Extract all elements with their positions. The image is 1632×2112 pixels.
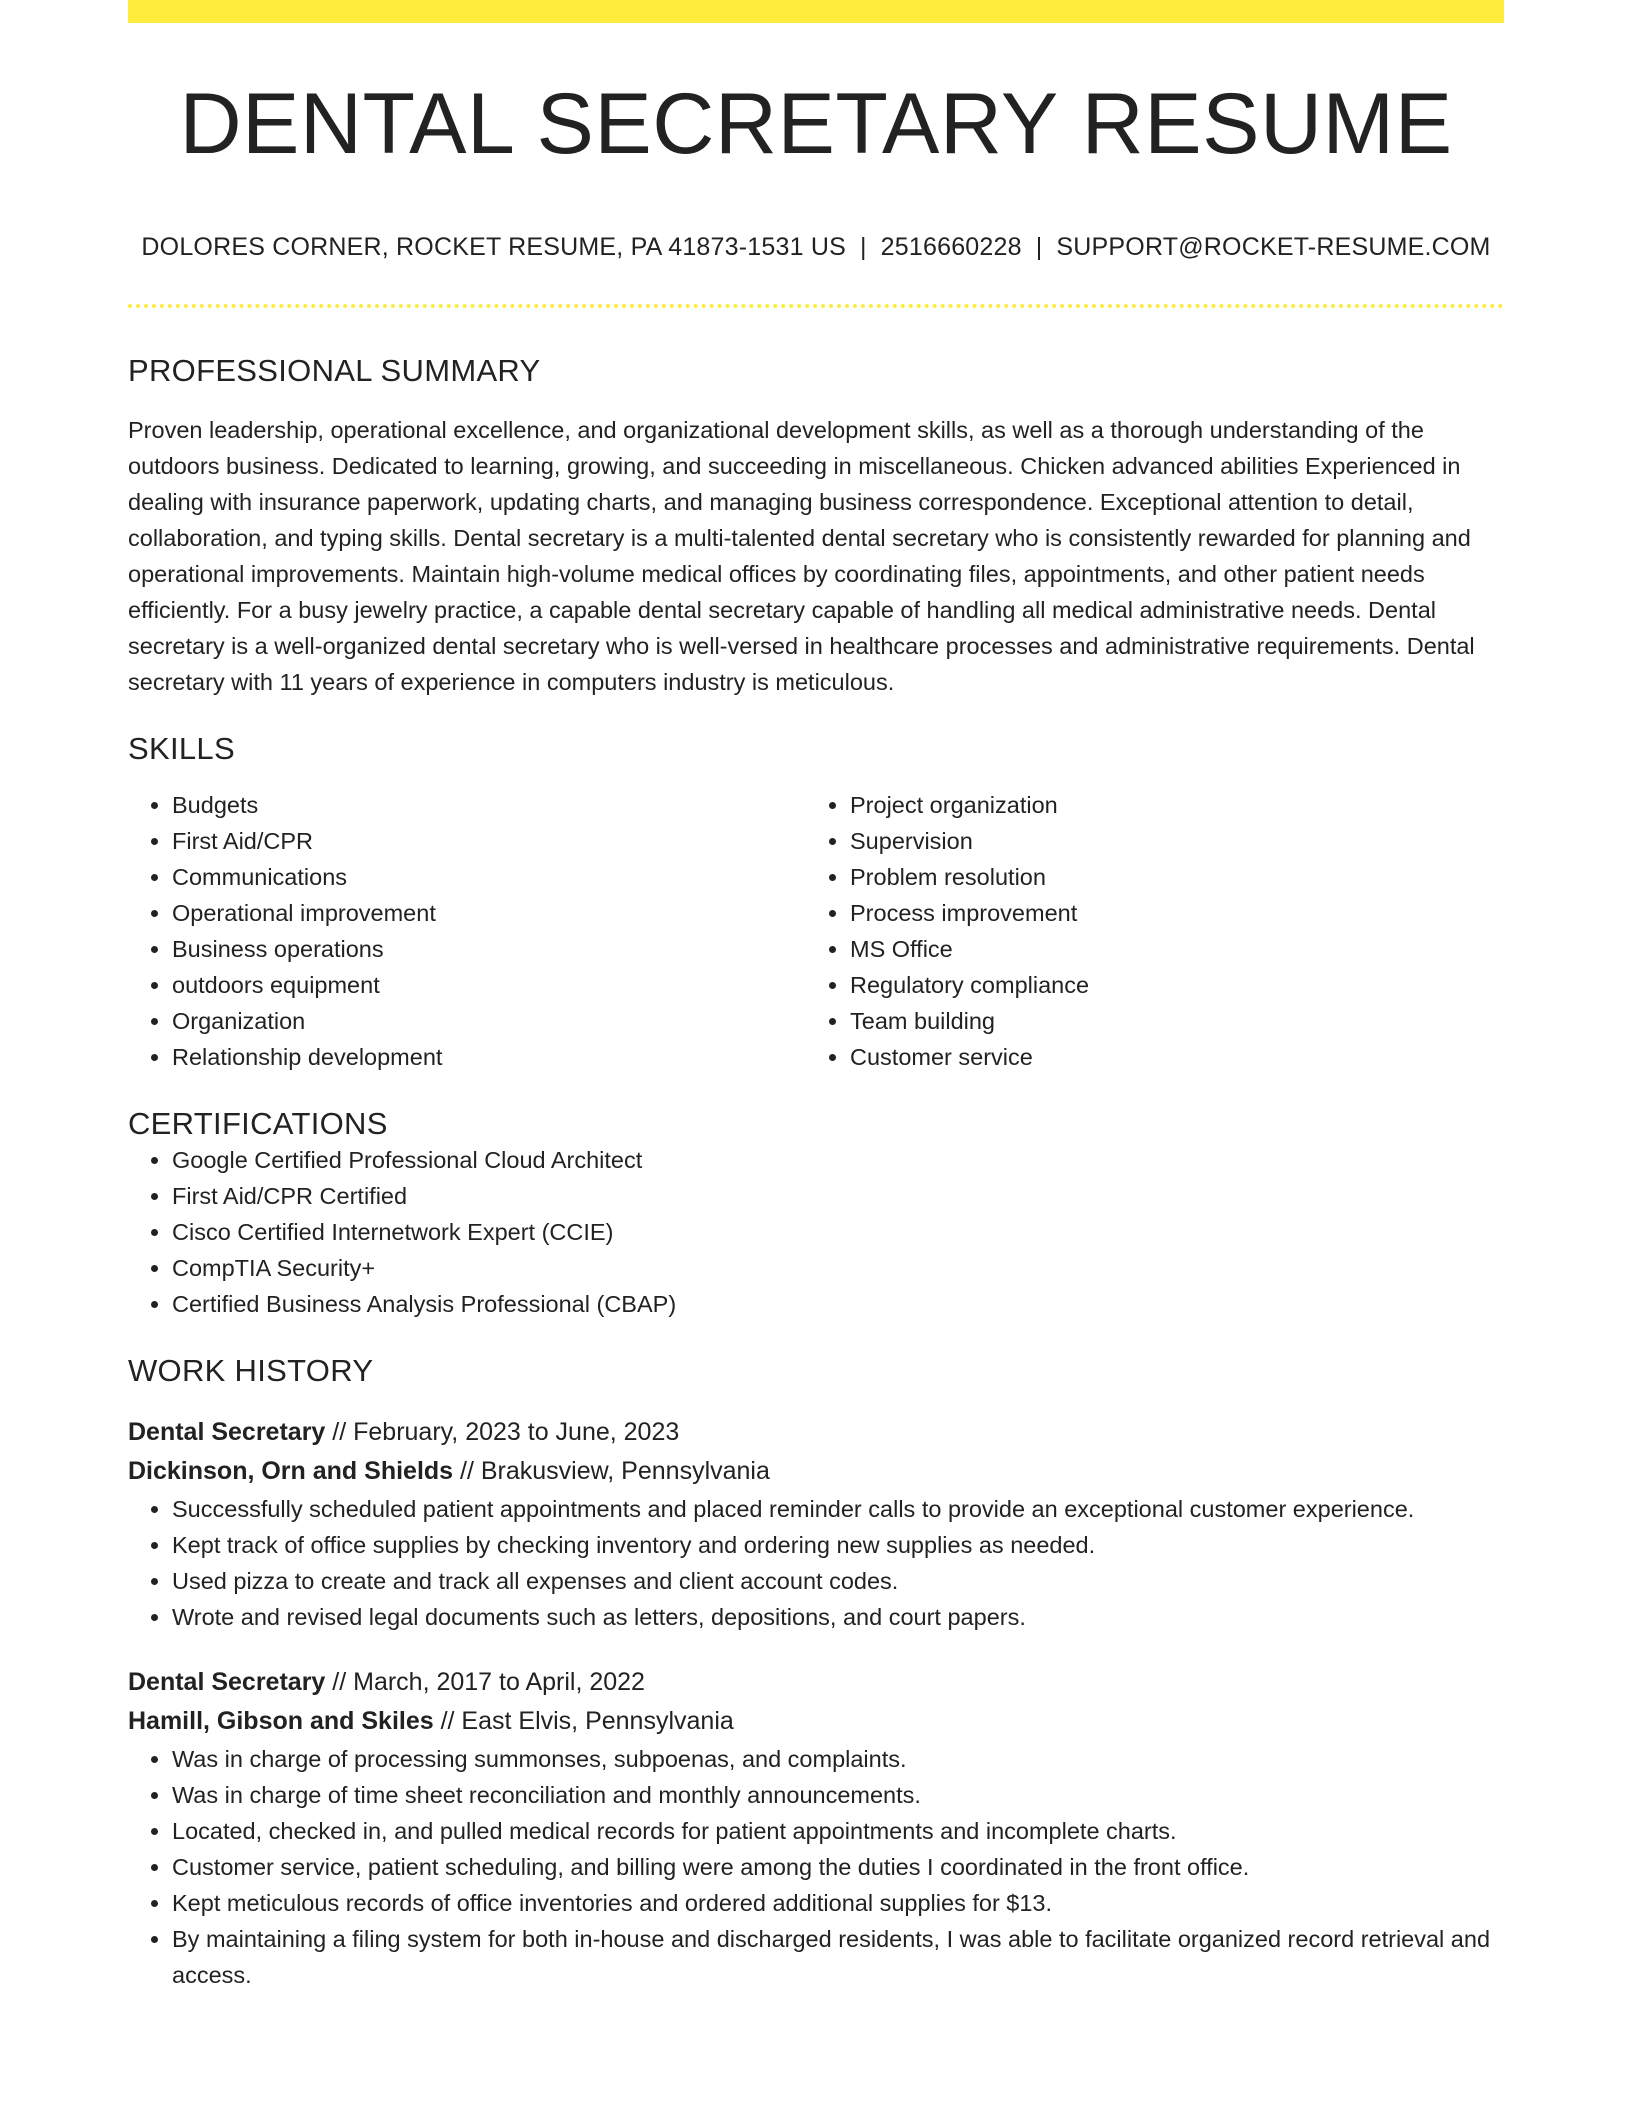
certifications-list — [128, 1142, 1504, 1322]
job-bullet: • Used pizza to create and track all expenses and client account codes. — [172, 1563, 1504, 1599]
job-company: Hamill, Gibson and Skiles — [128, 1707, 434, 1735]
skill-item: • Supervision — [850, 823, 1484, 859]
job-bullet: • Kept meticulous records of office inventories and ordered additional supplies for $13. — [172, 1885, 1504, 1921]
job-dates: // March, 2017 to April, 2022 — [332, 1668, 645, 1696]
job-bullet: • Wrote and revised legal documents such as letters, depositions, and court papers. — [172, 1599, 1504, 1635]
certifications-heading: CERTIFICATIONS — [128, 1106, 388, 1141]
skill-item: • Budgets — [172, 787, 806, 823]
skill-item: • MS Office — [850, 931, 1484, 967]
contact-address: DOLORES CORNER, ROCKET RESUME, PA 41873-1531 US — [141, 233, 846, 261]
job-location: // East Elvis, Pennsylvania — [440, 1707, 734, 1735]
job-title-line — [128, 1663, 1504, 1702]
job-bullet: • Successfully scheduled patient appointments and placed reminder calls to provide an exceptional customer experience. — [172, 1491, 1504, 1527]
skill-item: • Operational improvement — [172, 895, 806, 931]
skill-item: • Communications — [172, 859, 806, 895]
job-dates: // February, 2023 to June, 2023 — [332, 1418, 680, 1446]
dotted-divider — [128, 304, 1504, 308]
job-bullet: • Customer service, patient scheduling, and billing were among the duties I coordinated in the front office. — [172, 1849, 1504, 1885]
job-title-line — [128, 1413, 1504, 1452]
skill-item: • Problem resolution — [850, 859, 1484, 895]
certification-item: • Cisco Certified Internetwork Expert (CCIE) — [172, 1214, 1504, 1250]
skills-heading: SKILLS — [128, 731, 235, 766]
job-bullet: • Located, checked in, and pulled medical records for patient appointments and incomplete charts. — [172, 1813, 1504, 1849]
job-bullet-list — [128, 1491, 1504, 1635]
work-history-heading: WORK HISTORY — [128, 1353, 374, 1388]
job-bullet-list — [128, 1741, 1504, 1993]
skill-item: • Project organization — [850, 787, 1484, 823]
job-company-line — [128, 1452, 1504, 1491]
certification-item: • Certified Business Analysis Professional (CBAP) — [172, 1286, 1504, 1322]
skill-item: • Relationship development — [172, 1039, 806, 1075]
skill-item: • Process improvement — [850, 895, 1484, 931]
job-location: // Brakusview, Pennsylvania — [460, 1457, 770, 1485]
summary-text: Proven leadership, operational excellence, and organizational development skills, as well as a thorough understanding of the outdoors business. Dedicated to learning, growing, and succeeding in miscellaneous. Chicken advanced abilities Experienced in dealing with insurance paperwork, updating charts, and managing business correspondence. Exceptional attention to detail, collaboration, and typing skills. Dental secretary is a multi-talented dental secretary who is consistently rewarded for planning and operational improvements. Maintain high-volume medical offices by coordinating files, appointments, and other patient needs efficiently. For a busy jewelry practice, a capable dental secretary capable of handling all medical administrative needs. Dental secretary is a well-organized dental secretary who is well-versed in healthcare processes and administrative requirements. Dental secretary with 11 years of experience in computers industry is meticulous. — [128, 417, 1475, 695]
job-entry — [128, 1663, 1504, 1993]
summary-heading: PROFESSIONAL SUMMARY — [128, 353, 541, 388]
skill-item: • Business operations — [172, 931, 806, 967]
resume-page — [128, 0, 1504, 1993]
skill-item: • Customer service — [850, 1039, 1484, 1075]
contact-separator: | — [859, 233, 867, 261]
skill-item: • Team building — [850, 1003, 1484, 1039]
contact-line — [128, 233, 1504, 262]
job-company-line — [128, 1702, 1504, 1741]
skills-grid — [128, 787, 1504, 1075]
certification-item: • First Aid/CPR Certified — [172, 1178, 1504, 1214]
accent-top-bar — [128, 0, 1504, 23]
skills-column-right — [806, 787, 1484, 1075]
job-bullet: • By maintaining a filing system for both in-house and discharged residents, I was able to facilitate organized record retrieval and access. — [172, 1921, 1504, 1993]
skills-column-left — [128, 787, 806, 1075]
skill-item: • Organization — [172, 1003, 806, 1039]
skills-list-right — [806, 787, 1484, 1075]
job-company: Dickinson, Orn and Shields — [128, 1457, 454, 1485]
skill-item: • outdoors equipment — [172, 967, 806, 1003]
job-bullet: • Kept track of office supplies by checking inventory and ordering new supplies as needed. — [172, 1527, 1504, 1563]
contact-separator: | — [1035, 233, 1043, 261]
job-title: Dental Secretary — [128, 1418, 326, 1446]
job-bullet: • Was in charge of processing summonses, subpoenas, and complaints. — [172, 1741, 1504, 1777]
skill-item: • First Aid/CPR — [172, 823, 806, 859]
certification-item: • Google Certified Professional Cloud Architect — [172, 1142, 1504, 1178]
skills-list-left — [128, 787, 806, 1075]
skill-item: • Regulatory compliance — [850, 967, 1484, 1003]
contact-phone: 2516660228 — [880, 233, 1022, 261]
job-bullet: • Was in charge of time sheet reconciliation and monthly announcements. — [172, 1777, 1504, 1813]
resume-title: DENTAL SECRETARY RESUME — [179, 76, 1453, 172]
job-entry — [128, 1413, 1504, 1635]
job-title: Dental Secretary — [128, 1668, 326, 1696]
certification-item: • CompTIA Security+ — [172, 1250, 1504, 1286]
contact-email: SUPPORT@ROCKET-RESUME.COM — [1056, 233, 1491, 261]
